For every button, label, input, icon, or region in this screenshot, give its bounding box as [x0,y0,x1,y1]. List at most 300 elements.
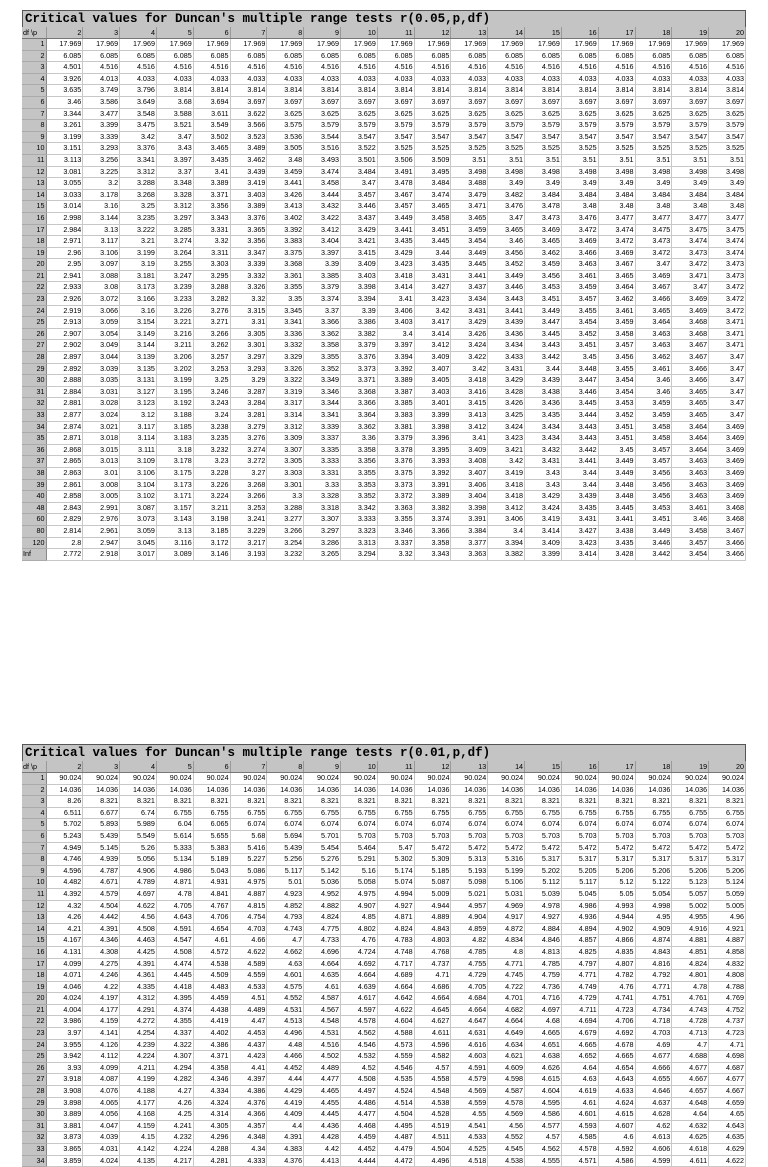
critical-value-cell: 4.546 [341,1039,378,1051]
critical-value-cell: 4.26 [46,912,83,924]
critical-value-cell: 4.532 [341,1051,378,1063]
critical-value-cell: 4.533 [451,1132,488,1144]
critical-value-cell: 8.321 [156,796,193,808]
critical-value-cell: 2.897 [46,352,83,364]
critical-value-cell: 3.229 [230,525,267,537]
table-row [22,549,746,561]
critical-value-cell: 90.024 [230,773,267,785]
row-header-df: 29 [22,1097,46,1109]
critical-value-cell: 4.797 [561,958,598,970]
table-row [22,201,746,213]
critical-value-cell: 3.395 [414,444,451,456]
critical-value-cell: 4.516 [304,62,341,74]
critical-value-cell: 4.065 [83,1097,120,1109]
critical-value-cell: 4.601 [561,1109,598,1121]
critical-value-cell: 5.054 [635,888,672,900]
critical-value-cell: 3.51 [598,154,635,166]
critical-value-cell: 6.755 [635,807,672,819]
critical-value-cell: 8.321 [230,796,267,808]
critical-value-cell: 3.458 [598,328,635,340]
critical-value-cell: 4.706 [598,1016,635,1028]
critical-value-cell: 3.549 [193,120,230,132]
critical-value-cell: 3.472 [635,247,672,259]
critical-value-cell: 3.478 [525,201,562,213]
critical-value-cell: 5.472 [488,842,525,854]
critical-value-cell: 4.783 [377,935,414,947]
critical-value-cell: 3.49 [635,178,672,190]
critical-value-cell: 4.769 [709,993,746,1005]
critical-value-cell: 4.85 [341,912,378,924]
critical-value-cell: 3.697 [267,96,304,108]
critical-value-cell: 3.455 [561,305,598,317]
corner-header: df \p [22,27,46,39]
critical-value-cell: 4.729 [561,993,598,1005]
critical-value-cell: 3.536 [267,131,304,143]
critical-value-cell: 4.975 [341,888,378,900]
critical-value-cell: 5.416 [230,842,267,854]
critical-value-cell: 4.643 [709,1120,746,1132]
critical-value-cell: 3.814 [488,85,525,97]
critical-value-cell: 3.43 [525,467,562,479]
critical-value-cell: 4.622 [377,1004,414,1016]
critical-value-cell: 3.495 [414,166,451,178]
critical-value-cell: 4.665 [598,1051,635,1063]
critical-value-cell: 3.42 [120,131,157,143]
critical-value-cell: 3.449 [451,247,488,259]
critical-value-cell: 3.464 [672,421,709,433]
critical-value-cell: 4.785 [525,958,562,970]
table-row [22,247,746,259]
critical-value-cell: 3.199 [46,131,83,143]
column-header-p: 4 [120,27,157,39]
critical-value-cell: 3.467 [377,189,414,201]
critical-value-cell: 5.202 [525,865,562,877]
critical-value-cell: 4.651 [525,1039,562,1051]
critical-value-cell: 3.477 [709,212,746,224]
critical-value-cell: 3.428 [488,386,525,398]
critical-value-cell: 4.355 [156,1016,193,1028]
critical-value-cell: 17.969 [598,39,635,51]
table-row [22,912,746,924]
critical-value-cell: 3.452 [488,259,525,271]
critical-value-cell: 3.059 [120,525,157,537]
critical-value-cell: 4.682 [488,1004,525,1016]
row-header-df: 6 [22,830,46,842]
critical-value-cell: 4.807 [598,958,635,970]
row-header-df: 15 [22,201,46,213]
critical-value-cell: 3.466 [672,375,709,387]
critical-value-cell: 3.355 [377,514,414,526]
critical-value-cell: 4.771 [561,970,598,982]
critical-value-cell: 4.516 [672,62,709,74]
critical-value-cell: 3.694 [193,96,230,108]
critical-value-cell: 3.505 [267,143,304,155]
critical-value-cell: 3.42 [414,305,451,317]
critical-value-cell: 4.27 [156,1086,193,1098]
critical-value-cell: 4.657 [672,1086,709,1098]
critical-value-cell: 3.464 [635,317,672,329]
critical-value-cell: 5.317 [635,854,672,866]
critical-value-cell: 4.955 [672,912,709,924]
critical-value-cell: 4.241 [156,1120,193,1132]
critical-value-cell: 3.407 [414,363,451,375]
critical-value-cell: 4.703 [635,1028,672,1040]
critical-value-cell: 3.116 [156,537,193,549]
row-header-df: 9 [22,131,46,143]
critical-values-grid [22,27,746,561]
critical-value-cell: 3.51 [672,154,709,166]
critical-value-cell: 3.419 [230,178,267,190]
critical-value-cell: 4.452 [267,1062,304,1074]
critical-value-cell: 4.516 [377,62,414,74]
critical-value-cell: 3.392 [267,224,304,236]
critical-value-cell: 3.814 [304,85,341,97]
critical-value-cell: 3.457 [561,294,598,306]
critical-value-cell: 3.586 [83,96,120,108]
critical-value-cell: 3.49 [525,178,562,190]
critical-value-cell: 5.243 [46,830,83,842]
critical-value-cell: 3.279 [230,421,267,433]
critical-value-cell: 3.406 [488,514,525,526]
critical-value-cell: 4.606 [635,1144,672,1156]
critical-value-cell: 6.755 [451,807,488,819]
critical-value-cell: 3.171 [156,491,193,503]
critical-value-cell: 4.615 [598,1109,635,1121]
critical-value-cell: 4.541 [451,1120,488,1132]
critical-value-cell: 3.397 [304,247,341,259]
critical-value-cell: 4.767 [193,900,230,912]
critical-value-cell: 3.547 [672,131,709,143]
critical-value-cell: 3.364 [341,410,378,422]
critical-value-cell: 3.441 [451,270,488,282]
critical-value-cell: 6.074 [230,819,267,831]
critical-value-cell: 3.625 [304,108,341,120]
critical-value-cell: 4.813 [525,946,562,958]
critical-value-cell: 3.462 [635,352,672,364]
critical-value-cell: 4.497 [341,1086,378,1098]
critical-value-cell: 3.413 [451,410,488,422]
critical-value-cell: 3.312 [120,166,157,178]
critical-value-cell: 4.688 [672,1051,709,1063]
critical-value-cell: 3.625 [267,108,304,120]
critical-value-cell: 4.024 [83,1155,120,1167]
critical-value-cell: 3.449 [598,467,635,479]
critical-value-cell: 3.575 [267,120,304,132]
critical-value-cell: 3.467 [598,259,635,271]
critical-value-cell: 3.349 [304,375,341,387]
critical-value-cell: 3.579 [341,120,378,132]
critical-value-cell: 3.469 [709,456,746,468]
critical-value-cell: 3.356 [341,456,378,468]
critical-value-cell: 3.46 [635,375,672,387]
critical-value-cell: 6.74 [120,807,157,819]
critical-value-cell: 5.256 [267,854,304,866]
critical-value-cell: 4.402 [193,1028,230,1040]
critical-value-cell: 4.697 [120,888,157,900]
critical-value-cell: 4.808 [709,970,746,982]
critical-value-cell: 4.455 [304,1097,341,1109]
critical-value-cell: 8.321 [561,796,598,808]
critical-value-cell: 4.638 [525,1051,562,1063]
critical-value-cell: 4.47 [230,1016,267,1028]
row-header-df: 31 [22,386,46,398]
critical-value-cell: 3.749 [83,85,120,97]
critical-value-cell: 3.381 [377,421,414,433]
critical-value-cell: 3.37 [304,305,341,317]
critical-value-cell: 3.276 [230,433,267,445]
critical-value-cell: 3.459 [267,166,304,178]
critical-value-cell: 4.033 [598,73,635,85]
critical-value-cell: 4.793 [267,912,304,924]
critical-value-cell: 4.033 [230,73,267,85]
critical-value-cell: 4.466 [267,1051,304,1063]
critical-value-cell: 8.321 [635,796,672,808]
critical-value-cell: 3.47 [672,282,709,294]
critical-value-cell: 4.866 [598,935,635,947]
critical-value-cell: 3.449 [635,525,672,537]
critical-value-cell: 4.513 [267,1016,304,1028]
critical-value-cell: 3.389 [230,201,267,213]
critical-value-cell: 3.372 [377,491,414,503]
critical-value-cell: 5.16 [341,865,378,877]
critical-value-cell: 6.074 [488,819,525,831]
critical-value-cell: 4.701 [488,993,525,1005]
critical-value-cell: 3.266 [230,491,267,503]
critical-value-cell: 8.321 [377,796,414,808]
critical-value-cell: 4.729 [451,970,488,982]
critical-value-cell: 3.418 [377,270,414,282]
critical-value-cell: 3.48 [709,201,746,213]
critical-value-cell: 5.002 [672,900,709,912]
critical-value-cell: 3.335 [304,444,341,456]
critical-value-cell: 3.396 [414,433,451,445]
critical-value-cell: 5.193 [451,865,488,877]
critical-value-cell: 6.065 [193,819,230,831]
critical-value-cell: 3.389 [193,178,230,190]
critical-value-cell: 5.703 [635,830,672,842]
critical-value-cell: 3.431 [561,514,598,526]
critical-value-cell: 3.355 [341,467,378,479]
critical-value-cell: 3.457 [672,537,709,549]
critical-value-cell: 4.429 [267,1086,304,1098]
critical-value-cell: 4.923 [267,888,304,900]
critical-value-cell: 3.054 [83,328,120,340]
critical-value-cell: 5.383 [193,842,230,854]
critical-value-cell: 3.474 [304,166,341,178]
critical-value-cell: 3.25 [193,375,230,387]
critical-value-cell: 5.205 [561,865,598,877]
critical-value-cell: 3.21 [120,236,157,248]
critical-value-cell: 3.45 [561,352,598,364]
critical-value-cell: 3.342 [341,502,378,514]
table-row [22,386,746,398]
critical-value-cell: 3.456 [525,270,562,282]
critical-value-cell: 3.266 [267,525,304,537]
critical-value-cell: 3.41 [193,166,230,178]
critical-value-cell: 4.57 [414,1062,451,1074]
critical-value-cell: 3.47 [156,131,193,143]
critical-value-cell: 3.46 [635,386,672,398]
critical-value-cell: 3.579 [488,120,525,132]
critical-value-cell: 4.906 [120,865,157,877]
critical-value-cell: 3.329 [267,352,304,364]
column-header-p: 9 [304,761,341,773]
critical-value-cell: 3.986 [46,1016,83,1028]
row-header-df: 3 [22,796,46,808]
table-row [22,352,746,364]
critical-value-cell: 4.587 [304,993,341,1005]
critical-value-cell: 3.254 [267,537,304,549]
critical-value-cell: 3.548 [120,108,157,120]
column-header-p: 13 [451,27,488,39]
critical-value-cell: 5.124 [709,877,746,889]
critical-value-cell: 3.472 [709,282,746,294]
critical-value-cell: 5.316 [488,854,525,866]
critical-value-cell: 6.085 [598,50,635,62]
critical-value-cell: 3.398 [451,502,488,514]
critical-value-cell: 5.317 [598,854,635,866]
critical-value-cell: 3.352 [341,491,378,503]
critical-value-cell: 4.596 [46,865,83,877]
critical-value-cell: 5.614 [156,830,193,842]
critical-value-cell: 8.321 [193,796,230,808]
table-row [22,1028,746,1040]
critical-value-cell: 4.538 [414,1097,451,1109]
critical-value-cell: 3.457 [377,201,414,213]
critical-value-cell: 3.466 [635,294,672,306]
critical-value-cell: 3.387 [377,386,414,398]
critical-value-cell: 3.49 [561,178,598,190]
critical-value-cell: 3.173 [156,479,193,491]
critical-value-cell: 6.755 [598,807,635,819]
critical-value-cell: 4.592 [598,1144,635,1156]
critical-value-cell: 3.274 [156,236,193,248]
critical-value-cell: 14.036 [83,784,120,796]
critical-value-cell: 3.463 [561,259,598,271]
row-header-df: 14 [22,923,46,935]
critical-value-cell: 3.473 [672,247,709,259]
critical-value-cell: 3.427 [414,282,451,294]
critical-value-cell: 4.64 [672,1109,709,1121]
critical-value-cell: 3.015 [83,444,120,456]
critical-value-cell: 3.566 [230,120,267,132]
critical-value-cell: 3.352 [304,363,341,375]
critical-value-cell: 6.085 [525,50,562,62]
critical-value-cell: 5.472 [525,842,562,854]
critical-value-cell: 3.482 [488,189,525,201]
critical-value-cell: 3.221 [156,317,193,329]
table-row [22,900,746,912]
critical-value-cell: 3.484 [709,189,746,201]
critical-value-cell: 3.42 [451,363,488,375]
critical-value-cell: 3.072 [83,294,120,306]
critical-value-cell: 4.555 [525,1155,562,1167]
critical-value-cell: 14.036 [525,784,562,796]
critical-value-cell: 4.386 [193,1039,230,1051]
row-header-df: 26 [22,1062,46,1074]
critical-value-cell: 3.407 [451,467,488,479]
critical-value-cell: 4.033 [377,73,414,85]
critical-value-cell: 3.434 [451,294,488,306]
table-row [22,50,746,62]
critical-value-cell: 2.984 [46,224,83,236]
critical-value-cell: 4.033 [304,73,341,85]
critical-value-cell: 3.579 [304,120,341,132]
critical-value-cell: 4.622 [120,900,157,912]
critical-value-cell: 4.131 [46,946,83,958]
critical-value-cell: 3.44 [525,363,562,375]
critical-value-cell: 3.474 [709,236,746,248]
critical-value-cell: 3.474 [414,189,451,201]
table-row [22,363,746,375]
critical-value-cell: 3.32 [230,294,267,306]
critical-value-cell: 3.307 [267,444,304,456]
column-header-p: 15 [525,761,562,773]
table-row [22,1097,746,1109]
row-header-df: 30 [22,375,46,387]
critical-value-cell: 4.706 [193,912,230,924]
critical-value-cell: 4.887 [230,888,267,900]
critical-value-cell: 4.57 [525,1132,562,1144]
critical-value-cell: 3.469 [561,236,598,248]
critical-value-cell: 3.461 [561,270,598,282]
row-header-df: 32 [22,398,46,410]
critical-value-cell: 3.471 [709,328,746,340]
critical-value-cell: 3.476 [561,212,598,224]
row-header-df: 17 [22,224,46,236]
row-header-df: Inf [22,549,46,561]
critical-value-cell: 3.282 [193,294,230,306]
critical-value-cell: 6.755 [672,807,709,819]
critical-value-cell: 4.4 [267,1120,304,1132]
table-row [22,993,746,1005]
critical-value-cell: 3.045 [120,537,157,549]
critical-value-cell: 3.881 [46,1120,83,1132]
row-header-df: 4 [22,807,46,819]
critical-value-cell: 4.587 [488,1086,525,1098]
column-header-p: 4 [120,761,157,773]
critical-value-cell: 4.087 [83,1074,120,1086]
critical-value-cell: 14.036 [120,784,157,796]
critical-value-cell: 3.579 [672,120,709,132]
critical-value-cell: 3.426 [488,398,525,410]
critical-value-cell: 3.391 [451,514,488,526]
critical-value-cell: 3.429 [525,491,562,503]
critical-value-cell: 3.461 [635,363,672,375]
duncan-table-001 [22,744,746,1167]
critical-value-cell: 4.696 [304,946,341,958]
critical-value-cell: 6.755 [525,807,562,819]
critical-value-cell: 4.516 [635,62,672,74]
critical-value-cell: 5.123 [672,877,709,889]
critical-value-cell: 3.013 [83,456,120,468]
row-header-df: 3 [22,62,46,74]
critical-value-cell: 4.759 [525,970,562,982]
critical-value-cell: 4.957 [451,900,488,912]
critical-value-cell: 3.814 [451,85,488,97]
critical-value-cell: 5.472 [709,842,746,854]
critical-value-cell: 4.754 [230,912,267,924]
table-row [22,1039,746,1051]
critical-value-cell: 3.465 [451,212,488,224]
critical-value-cell: 4.438 [193,1004,230,1016]
critical-value-cell: 4.552 [267,993,304,1005]
critical-value-cell: 4.843 [414,923,451,935]
critical-value-cell: 3.235 [120,212,157,224]
critical-value-cell: 3.295 [193,270,230,282]
critical-value-cell: 3.181 [120,270,157,282]
critical-value-cell: 5.117 [561,877,598,889]
